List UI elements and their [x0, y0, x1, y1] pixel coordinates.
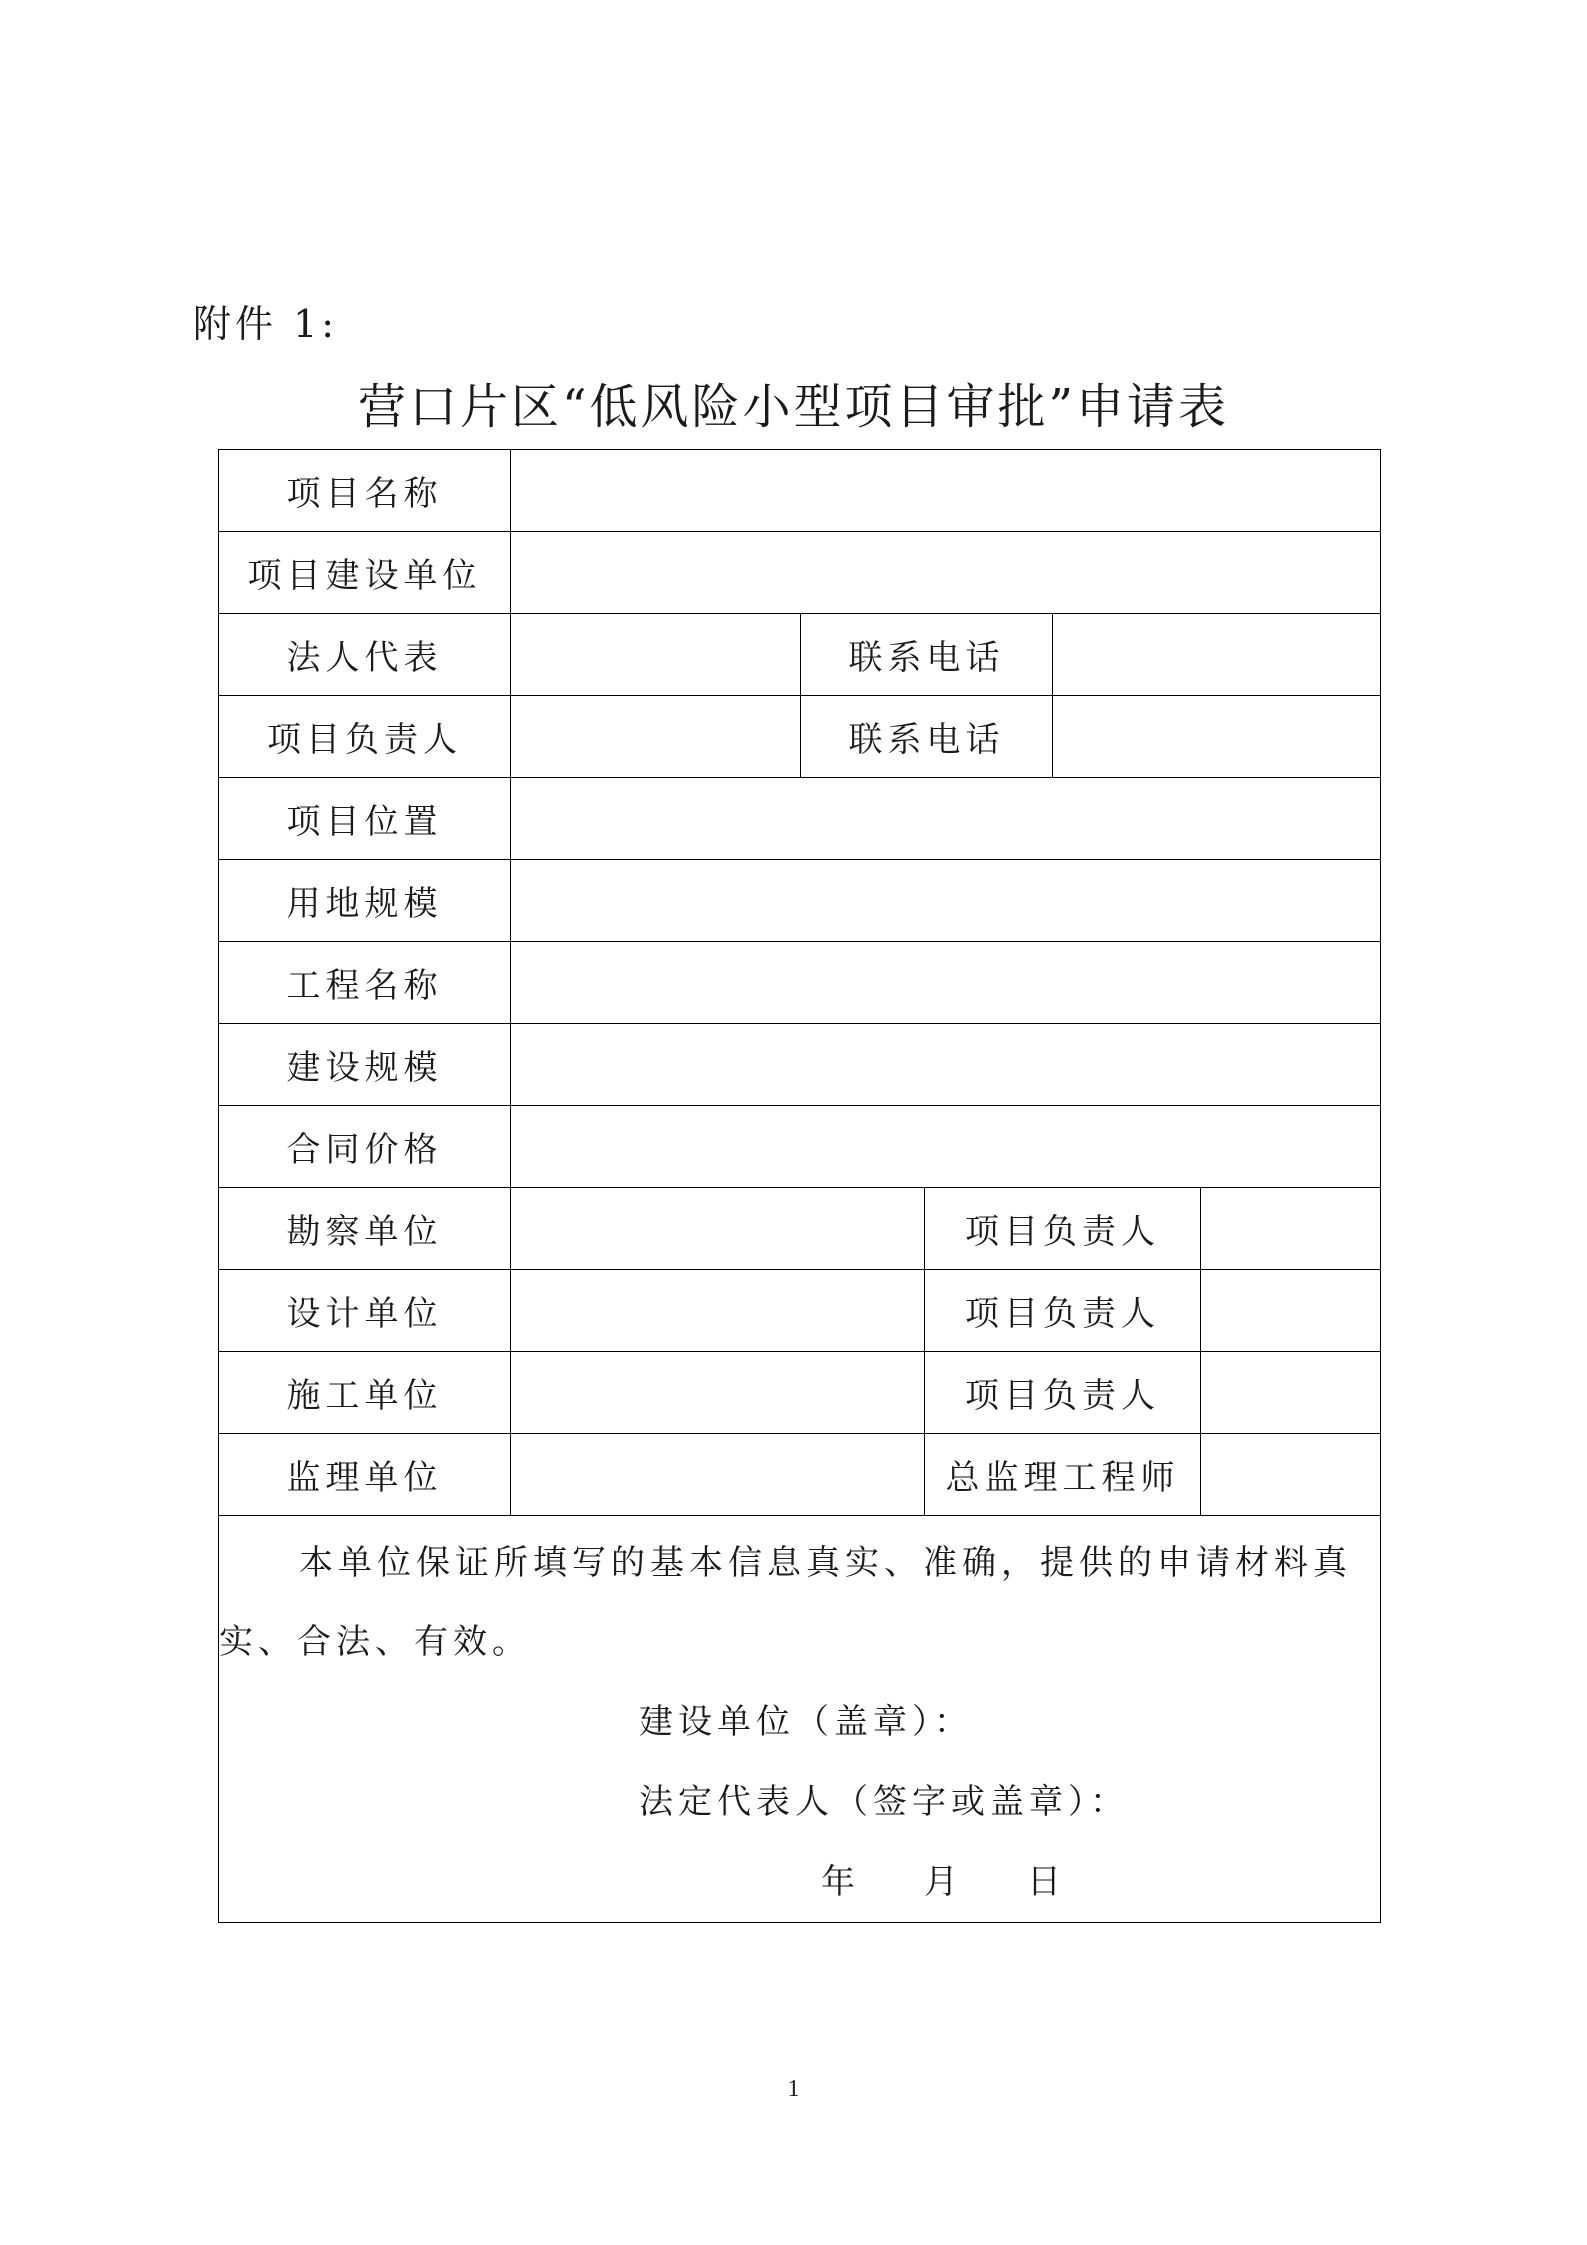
legal-signature-label: 法定代表人（签字或盖章）：: [639, 1782, 1129, 1822]
row-construction-scale: [219, 1024, 1381, 1106]
declaration-statement: 本单位保证所填写的基本信息真实、准确，提供的申请材料真实、合法、有效。: [219, 1543, 1352, 1662]
legal-rep-phone-field[interactable]: [1053, 614, 1381, 696]
chief-supervisor-field[interactable]: [1201, 1434, 1381, 1516]
declaration-cell: [219, 1516, 1381, 1923]
project-name-field[interactable]: [511, 450, 1381, 532]
contact-phone-label: 联系电话: [801, 696, 1053, 778]
row-engineering-name: [219, 942, 1381, 1024]
builder-lead-field[interactable]: [1201, 1352, 1381, 1434]
row-legal-rep: [219, 614, 1381, 696]
project-name-label: 项目名称: [219, 450, 511, 532]
form-title: 营口片区“低风险小型项目审批”申请表: [357, 379, 1230, 435]
contract-price-field[interactable]: [511, 1106, 1381, 1188]
date-line: [219, 1842, 1380, 1922]
land-scale-field[interactable]: [511, 860, 1381, 942]
row-declaration: [219, 1516, 1381, 1923]
design-lead-field[interactable]: [1201, 1270, 1381, 1352]
construction-unit-field[interactable]: [511, 532, 1381, 614]
row-supervision-unit: [219, 1434, 1381, 1516]
row-design-unit: [219, 1270, 1381, 1352]
day-label: 日: [1027, 1862, 1066, 1902]
design-lead-label: 项目负责人: [925, 1270, 1201, 1352]
legal-rep-label: 法人代表: [219, 614, 511, 696]
design-unit-field[interactable]: [511, 1270, 925, 1352]
builder-unit-field[interactable]: [511, 1352, 925, 1434]
construction-scale-label: 建设规模: [219, 1024, 511, 1106]
construction-scale-field[interactable]: [511, 1024, 1381, 1106]
engineering-name-field[interactable]: [511, 942, 1381, 1024]
supervision-unit-field[interactable]: [511, 1434, 925, 1516]
project-location-label: 项目位置: [219, 778, 511, 860]
contract-price-label: 合同价格: [219, 1106, 511, 1188]
construction-unit-label: 项目建设单位: [219, 532, 511, 614]
month-label: 月: [924, 1862, 963, 1902]
row-project-location: [219, 778, 1381, 860]
builder-unit-label: 施工单位: [219, 1352, 511, 1434]
land-scale-label: 用地规模: [219, 860, 511, 942]
application-form-table: [218, 449, 1381, 1923]
seal-label: 建设单位（盖章）：: [639, 1702, 973, 1742]
chief-supervisor-label: 总监理工程师: [925, 1434, 1201, 1516]
survey-lead-field[interactable]: [1201, 1188, 1381, 1270]
year-label: 年: [821, 1862, 860, 1902]
builder-lead-label: 项目负责人: [925, 1352, 1201, 1434]
row-construction-unit: [219, 532, 1381, 614]
survey-unit-field[interactable]: [511, 1188, 925, 1270]
row-builder-unit: [219, 1352, 1381, 1434]
row-project-name: [219, 450, 1381, 532]
page-number: 1: [787, 2076, 800, 2102]
row-contract-price: [219, 1106, 1381, 1188]
row-project-lead: [219, 696, 1381, 778]
survey-lead-label: 项目负责人: [925, 1188, 1201, 1270]
row-land-scale: [219, 860, 1381, 942]
legal-rep-field[interactable]: [511, 614, 801, 696]
project-location-field[interactable]: [511, 778, 1381, 860]
project-lead-phone-field[interactable]: [1053, 696, 1381, 778]
project-lead-field[interactable]: [511, 696, 801, 778]
survey-unit-label: 勘察单位: [219, 1188, 511, 1270]
row-survey-unit: [219, 1188, 1381, 1270]
contact-phone-label: 联系电话: [801, 614, 1053, 696]
supervision-unit-label: 监理单位: [219, 1434, 511, 1516]
engineering-name-label: 工程名称: [219, 942, 511, 1024]
attachment-label: 附件 1:: [193, 302, 339, 346]
project-lead-label: 项目负责人: [219, 696, 511, 778]
design-unit-label: 设计单位: [219, 1270, 511, 1352]
